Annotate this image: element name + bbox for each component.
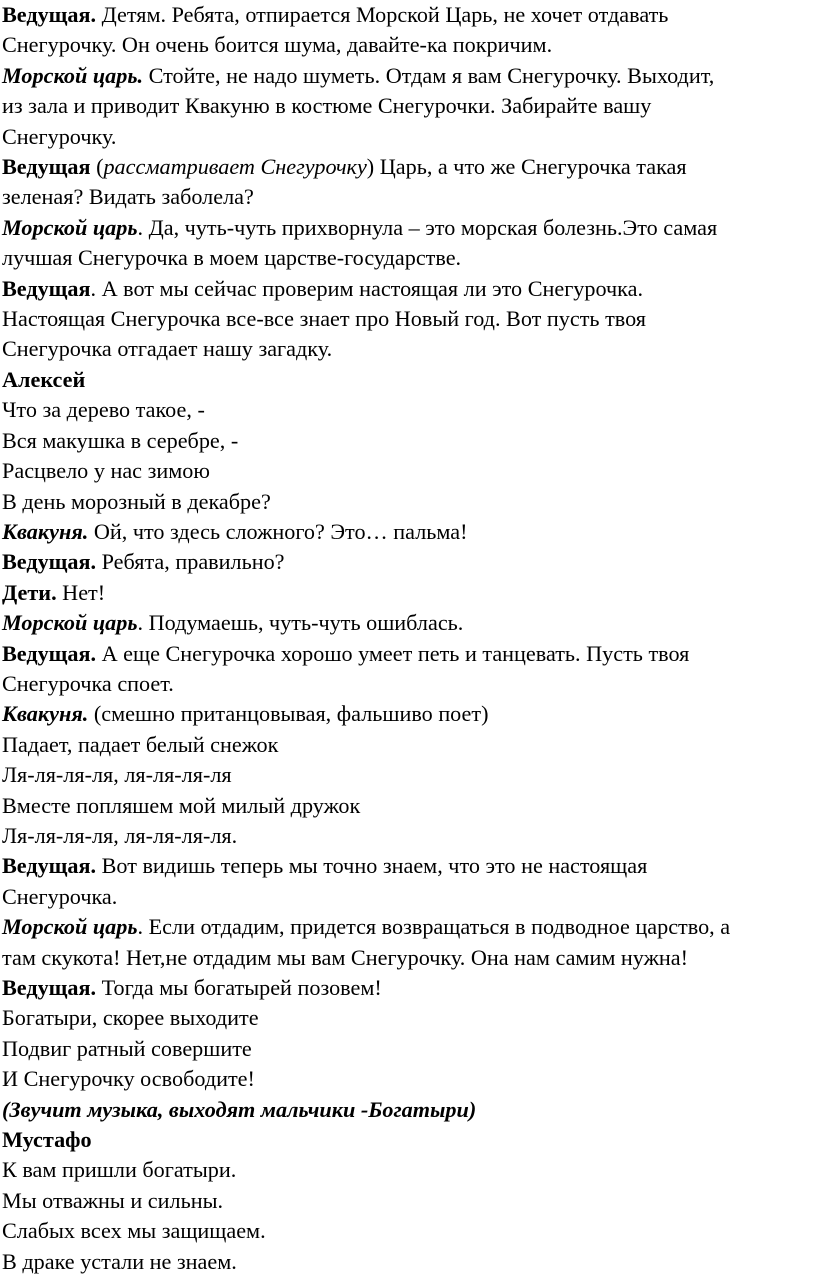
line-text: там скукота! Нет,не отдадим мы вам Снегурочку. Она нам самим нужна! xyxy=(2,944,689,970)
line-text: ) Царь, а что же Снегурочка такая xyxy=(366,154,687,180)
speaker-b: Ведущая. xyxy=(2,975,97,1000)
speaker-b: Ведущая. xyxy=(2,549,97,575)
line-text: . Да, чуть-чуть прихворнула – это морская болезнь.Это самая xyxy=(137,214,718,240)
line-text: Снегурочка отгадает нашу загадку. xyxy=(2,336,333,362)
line-text: И Снегурочку освободите! xyxy=(2,1066,255,1092)
script-line xyxy=(2,213,812,243)
line-text: Снегурочка. xyxy=(2,883,118,909)
script-line xyxy=(2,243,812,273)
line-text: Настоящая Снегурочка все-все знает про Новый год. Вот пусть твоя xyxy=(2,306,646,332)
script-line xyxy=(2,669,812,699)
line-text: В драке устали не знаем. xyxy=(2,1248,237,1274)
line-text: Снегурочку. xyxy=(2,123,117,149)
script-line xyxy=(2,1125,812,1155)
script-line xyxy=(2,882,812,912)
speaker-b: Ведущая xyxy=(2,275,91,301)
speaker-bi: Морской царь xyxy=(2,914,138,940)
script-line xyxy=(2,851,812,881)
speaker-b: Ведущая. xyxy=(2,640,97,666)
speaker-bi: Квакуня. xyxy=(2,701,89,727)
line-text: Падает, падает белый снежок xyxy=(2,731,279,757)
line-text: Ой, что здесь сложного? Это… пальма! xyxy=(88,518,468,544)
speaker-b: Мустафо xyxy=(2,1127,92,1153)
speaker-b: Ведущая xyxy=(2,154,91,180)
line-text: Богатыри, скорее выходите xyxy=(2,1005,259,1031)
speaker-b: Ведущая. xyxy=(2,2,97,27)
line-text: Мы отважны и сильны. xyxy=(2,1187,224,1213)
script-line xyxy=(2,61,812,91)
script-line xyxy=(2,912,812,942)
line-text: Детям. Ребята, отпирается Морской Царь, не хочет отдавать xyxy=(96,2,669,27)
line-text: лучшая Снегурочка в моем царстве-государстве. xyxy=(2,245,462,271)
line-text: Вся макушка в серебре, - xyxy=(2,427,239,453)
script-line xyxy=(2,274,812,304)
script-line xyxy=(2,517,812,547)
line-text: Ля-ля-ля-ля, ля-ля-ля-ля. xyxy=(2,822,238,848)
script-line xyxy=(2,182,812,212)
script-line xyxy=(2,730,812,760)
line-text: Ребята, правильно? xyxy=(96,549,285,575)
line-text: А еще Снегурочка хорошо умеет петь и танцевать. Пусть твоя xyxy=(96,640,690,666)
script-line xyxy=(2,152,812,182)
line-text: Снегурочку. Он очень боится шума, давайте-ка покричим. xyxy=(2,32,553,58)
speaker-b: Дети. xyxy=(2,579,57,605)
line-text: Снегурочка споет. xyxy=(2,670,174,696)
script-line xyxy=(2,943,812,973)
line-text: . Если отдадим, придется возвращаться в подводное царство, а xyxy=(137,914,731,940)
script-line xyxy=(2,456,812,486)
line-text: Нет! xyxy=(56,579,106,605)
line-text: Расцвело у нас зимою xyxy=(2,458,210,484)
speaker-bi: (Звучит музыка, выходят мальчики -Богатыри) xyxy=(2,1096,477,1122)
speaker-bi: Морской царь xyxy=(2,610,138,636)
script-line xyxy=(2,1247,812,1277)
line-text: Что за дерево такое, - xyxy=(2,397,205,423)
script-line xyxy=(2,91,812,121)
script-line xyxy=(2,122,812,152)
speaker-b: Ведущая. xyxy=(2,853,97,879)
script-line xyxy=(2,1095,812,1125)
line-text: ( xyxy=(90,154,104,180)
script-line xyxy=(2,304,812,334)
line-text: Слабых всех мы защищаем. xyxy=(2,1218,266,1244)
line-text: из зала и приводит Квакуню в костюме Снегурочки. Забирайте вашу xyxy=(2,93,652,119)
script-line xyxy=(2,791,812,821)
script-line xyxy=(2,395,812,425)
line-text: В день морозный в декабре? xyxy=(2,488,271,514)
speaker-bi: Квакуня. xyxy=(2,518,89,544)
script-line xyxy=(2,639,812,669)
script-line xyxy=(2,1064,812,1094)
line-text: Ля-ля-ля-ля, ля-ля-ля-ля xyxy=(2,762,232,788)
script-line xyxy=(2,426,812,456)
script-line xyxy=(2,1003,812,1033)
speaker-bi: Морской царь. xyxy=(2,62,144,88)
script-line xyxy=(2,1155,812,1185)
line-text: Вместе попляшем мой милый дружок xyxy=(2,792,361,818)
line-text: Стойте, не надо шуметь. Отдам я вам Снегурочку. Выходит, xyxy=(143,62,715,88)
speaker-bi: Морской царь xyxy=(2,214,138,240)
line-text: Тогда мы богатырей позовем! xyxy=(96,975,382,1000)
script-line xyxy=(2,821,812,851)
line-text: зеленая? Видать заболела? xyxy=(2,184,254,210)
script-line xyxy=(2,0,812,30)
script-line xyxy=(2,608,812,638)
script-line xyxy=(2,760,812,790)
script-line xyxy=(2,973,812,1003)
speaker-b: Алексей xyxy=(2,366,86,392)
line-text: . А вот мы сейчас проверим настоящая ли это Снегурочка. xyxy=(90,275,644,301)
script-line xyxy=(2,578,812,608)
script-line xyxy=(2,487,812,517)
script-line xyxy=(2,1216,812,1246)
script-line xyxy=(2,334,812,364)
script-line xyxy=(2,1034,812,1064)
line-text: Подвиг ратный совершите xyxy=(2,1035,252,1061)
script-line xyxy=(2,699,812,729)
script-line xyxy=(2,365,812,395)
script-line xyxy=(2,1186,812,1216)
stage-direction: рассматривает Снегурочку xyxy=(103,154,367,180)
line-text: (смешно пританцовывая, фальшиво поет) xyxy=(88,701,489,727)
line-text: . Подумаешь, чуть-чуть ошиблась. xyxy=(137,610,464,636)
script-line xyxy=(2,30,812,60)
line-text: К вам пришли богатыри. xyxy=(2,1157,237,1183)
script-line xyxy=(2,547,812,577)
line-text: Вот видишь теперь мы точно знаем, что это не настоящая xyxy=(96,853,648,879)
